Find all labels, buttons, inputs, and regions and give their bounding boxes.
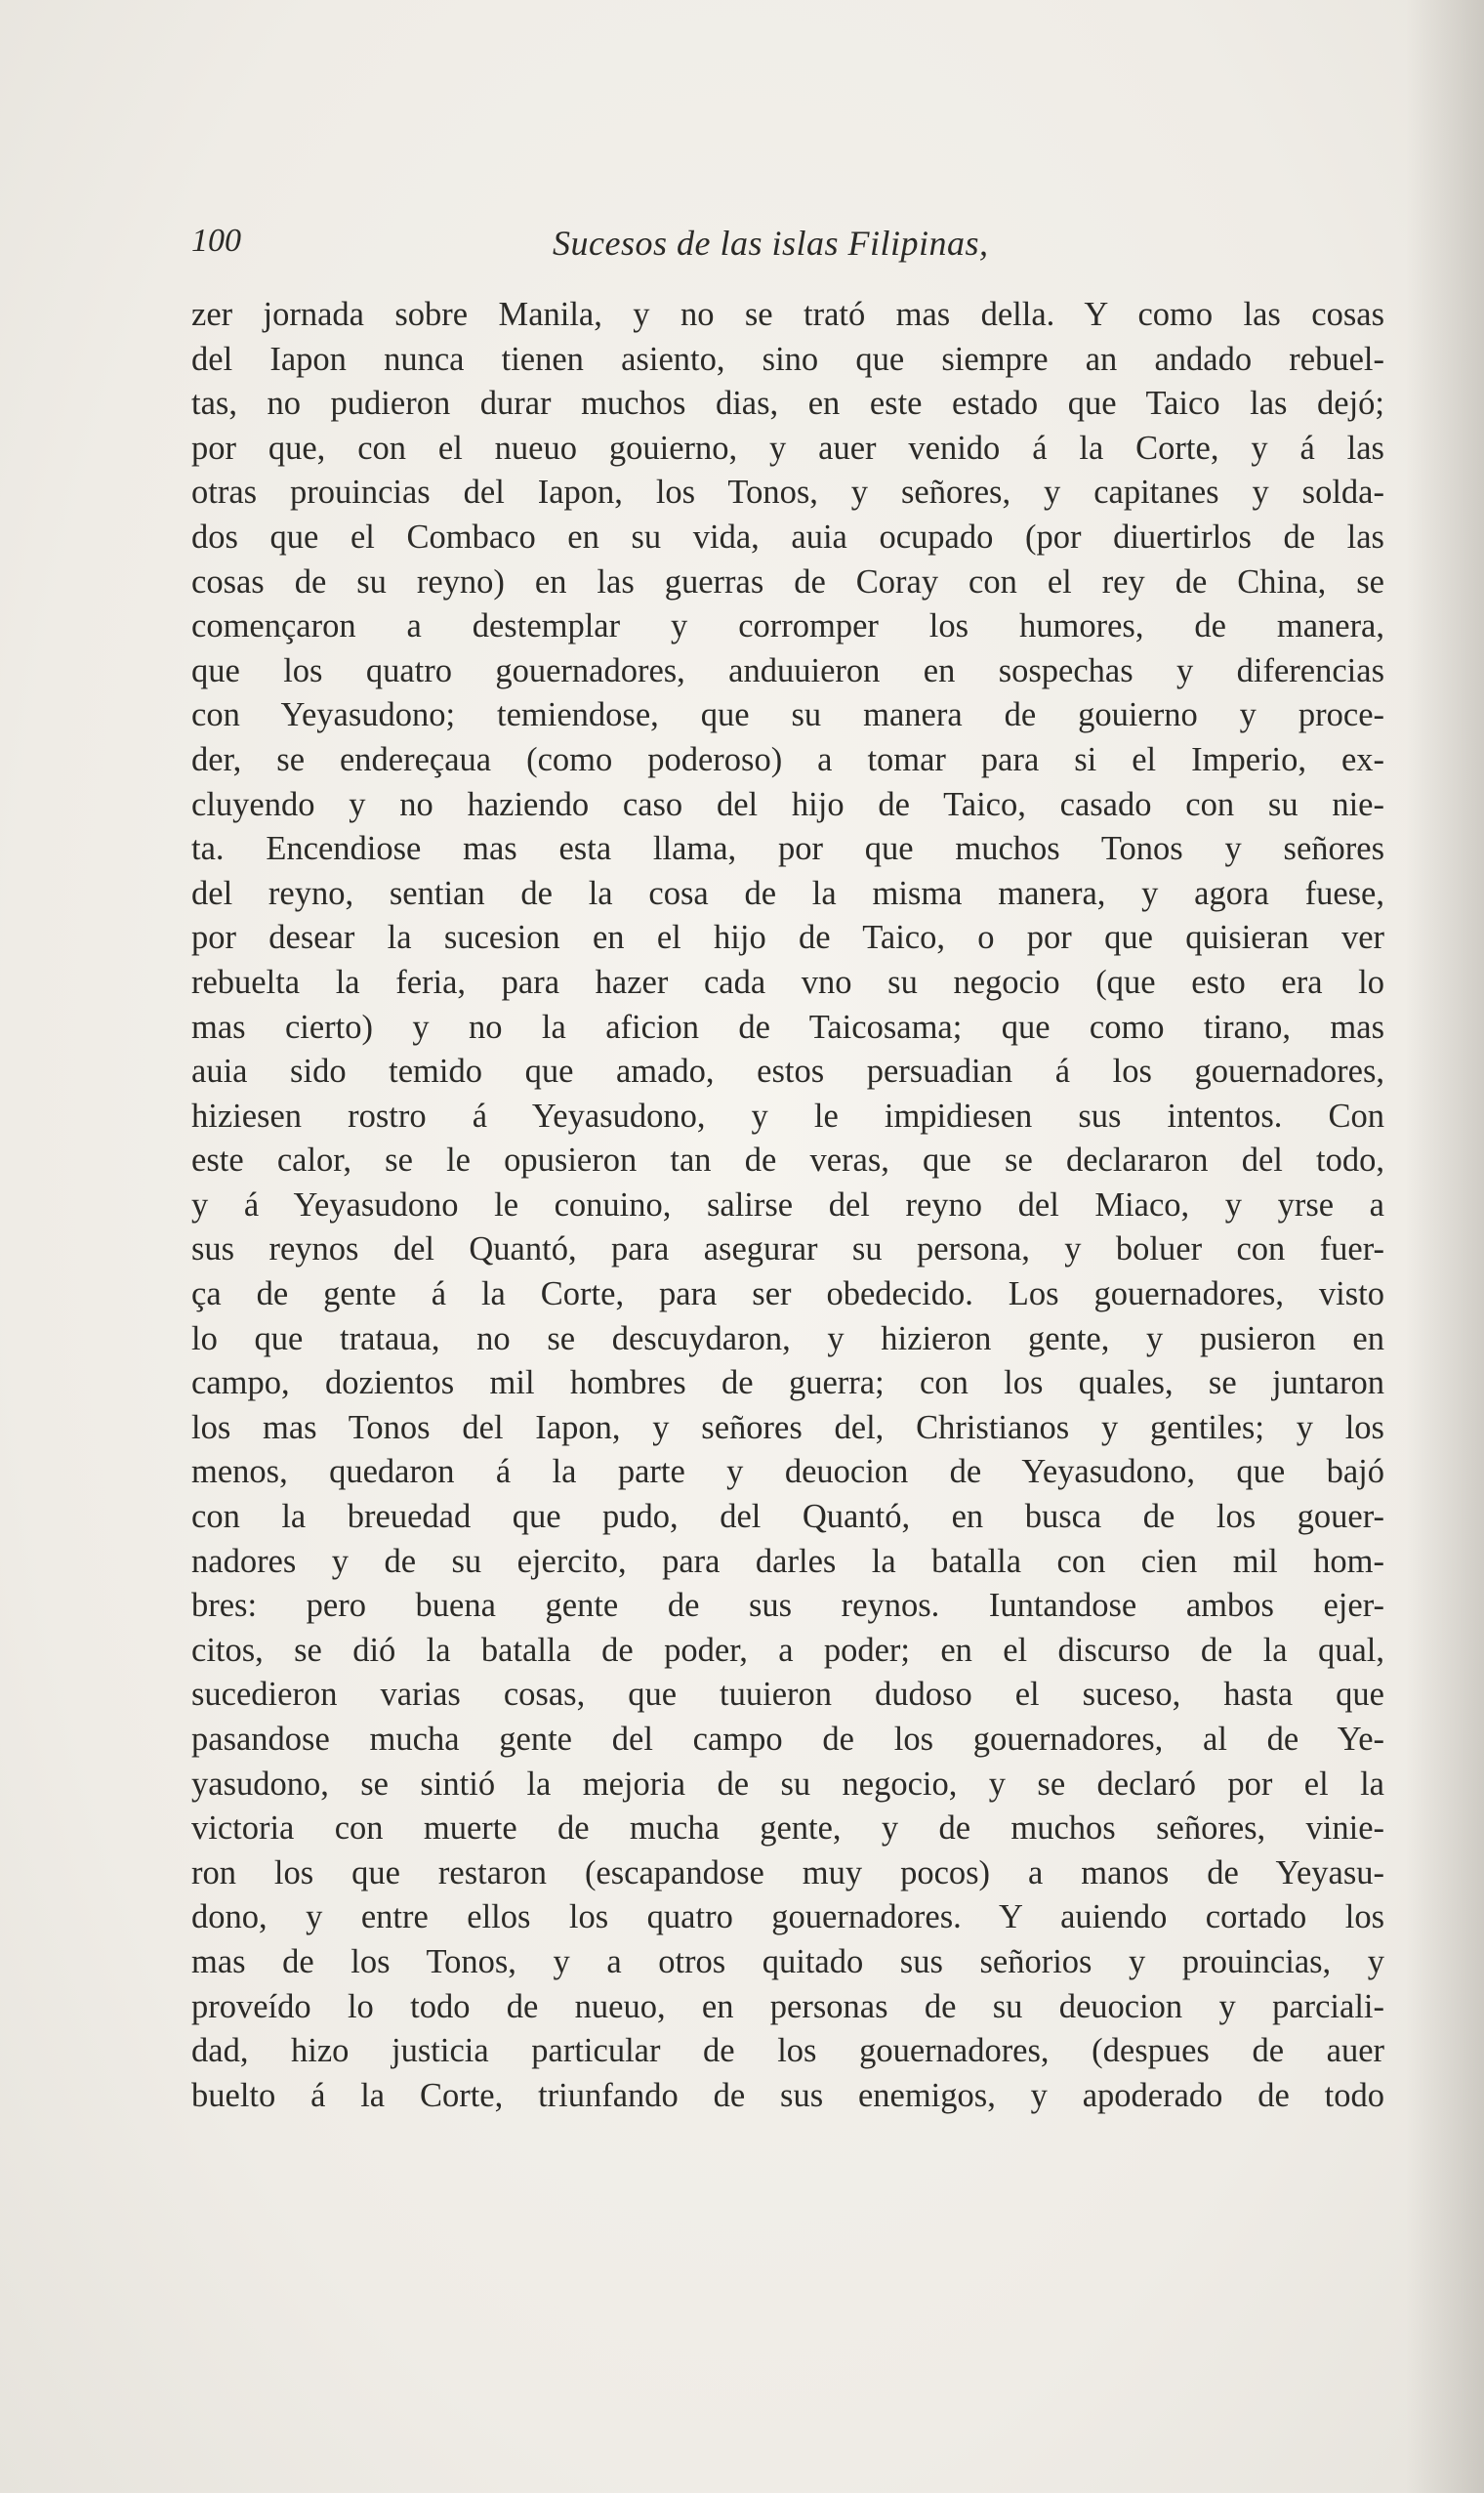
text-line: tas, no pudieron durar muchos dias, en este estado que Taico las dejó; (191, 385, 1384, 423)
text-line: los mas Tonos del Iapon, y señores del, Christianos y gentiles; y los (191, 1408, 1384, 1446)
text-line: començaron a destemplar y corromper los humores, de manera, (191, 607, 1384, 645)
text-line: con Yeyasudono; temiendose, que su manera de gouierno y proce- (191, 696, 1384, 734)
text-line: cosas de su reyno) en las guerras de Coray con el rey de China, se (191, 562, 1384, 601)
text-line: con la breuedad que pudo, del Quantó, en busca de los gouer- (191, 1498, 1384, 1536)
text-line: menos, quedaron á la parte y deuocion de Yeyasudono, que bajó (191, 1453, 1384, 1491)
text-line: este calor, se le opusieron tan de veras, que se declararon del todo, (191, 1142, 1384, 1180)
text-line: campo, dozientos mil hombres de guerra; con los quales, se juntaron (191, 1364, 1384, 1402)
text-line: lo que tratauа, no se descuydaron, y hizieron gente, y pusieron en (191, 1319, 1384, 1357)
text-line: dos que el Combaco en su vida, auia ocupado (por diuertirlos de las (191, 518, 1384, 556)
page-header (191, 223, 1384, 271)
text-line: nadores y de su ejercito, para darles la batalla con cien mil hom- (191, 1542, 1384, 1580)
text-line: otras prouincias del Iapon, los Tonos, y señores, y capitanes y solda- (191, 474, 1384, 512)
text-line: por que, con el nueuo gouierno, y auer venido á la Corte, y á las (191, 429, 1384, 467)
text-line: ça de gente á la Corte, para ser obedecido. Los gouernadores, visto (191, 1275, 1384, 1313)
text-line: dad, hizo justicia particular de los gouernadores, (despues de auer (191, 2032, 1384, 2070)
text-line: y á Yeyasudono le conuino, salirse del reyno del Miaco, y yrse a (191, 1185, 1384, 1224)
text-line: sucedieron varias cosas, que tuuieron dudoso el suceso, hasta que (191, 1676, 1384, 1714)
text-line: victoria con muerte de mucha gente, y de muchos señores, vinie- (191, 1809, 1384, 1848)
text-line: zer jornada sobre Manila, y no se trató mas della. Y como las cosas (191, 296, 1384, 333)
text-line: que los quatro gouernadores, anduuieron en sospechas y diferencias (191, 651, 1384, 689)
page-edge-shadow (1406, 0, 1484, 2493)
text-line: del Iapon nunca tienen asiento, sino que siempre an andado rebuel- (191, 340, 1384, 378)
text-line: rebuelta la feria, para hazer cada vno su negocio (que esto era lo (191, 963, 1384, 1001)
text-line: der, se endereçaua (como poderoso) a tomar para si el Imperio, ex- (191, 740, 1384, 778)
page-number: 100 (191, 223, 241, 259)
text-line: ta. Encendiose mas esta llama, por que muchos Tonos y señores (191, 830, 1384, 868)
text-line: del reyno, sentian de la cosa de la misma manera, y agora fuese, (191, 874, 1384, 912)
text-line: sus reynos del Quantó, para asegurar su persona, y boluer con fuer- (191, 1230, 1384, 1268)
body-text (191, 293, 1384, 2118)
text-line: mas cierto) y no la aficion de Taicosama; que como tirano, mas (191, 1008, 1384, 1046)
text-line: yasudono, se sintió la mejoria de su negocio, y se declaró por el la (191, 1765, 1384, 1803)
text-line: ron los que restaron (escapandose muy pocos) a manos de Yeyasu- (191, 1853, 1384, 1891)
text-line: bres: pero buena gente de sus reynos. Iuntandose ambos ejer- (191, 1587, 1384, 1625)
text-line: auia sido temido que amado, estos persuadian á los gouernadores, (191, 1053, 1384, 1091)
running-title: Sucesos de las islas Filipinas, (553, 224, 989, 263)
text-line: dono, y entre ellos los quatro gouernadores. Y auiendo cortado los (191, 1898, 1384, 1936)
text-line: hiziesen rostro á Yeyasudono, y le impidiesen sus intentos. Con (191, 1097, 1384, 1135)
text-line: buelto á la Corte, triunfando de sus enemigos, y apoderado de todo (191, 2076, 1384, 2114)
text-line: por desear la sucesion en el hijo de Taico, o por que quisieran ver (191, 919, 1384, 957)
text-line: mas de los Tonos, y a otros quitado sus señorios y prouincias, y (191, 1942, 1384, 1980)
text-line: citos, se dió la batalla de poder, a poder; en el discurso de la qual, (191, 1631, 1384, 1669)
text-line: proveído lo todo de nueuo, en personas de su deuocion y parciali- (191, 1987, 1384, 2025)
text-line: pasandose mucha gente del campo de los gouernadores, al de Ye- (191, 1721, 1384, 1758)
text-line: cluyendo y no haziendo caso del hijo de Taico, casado con su nie- (191, 785, 1384, 823)
